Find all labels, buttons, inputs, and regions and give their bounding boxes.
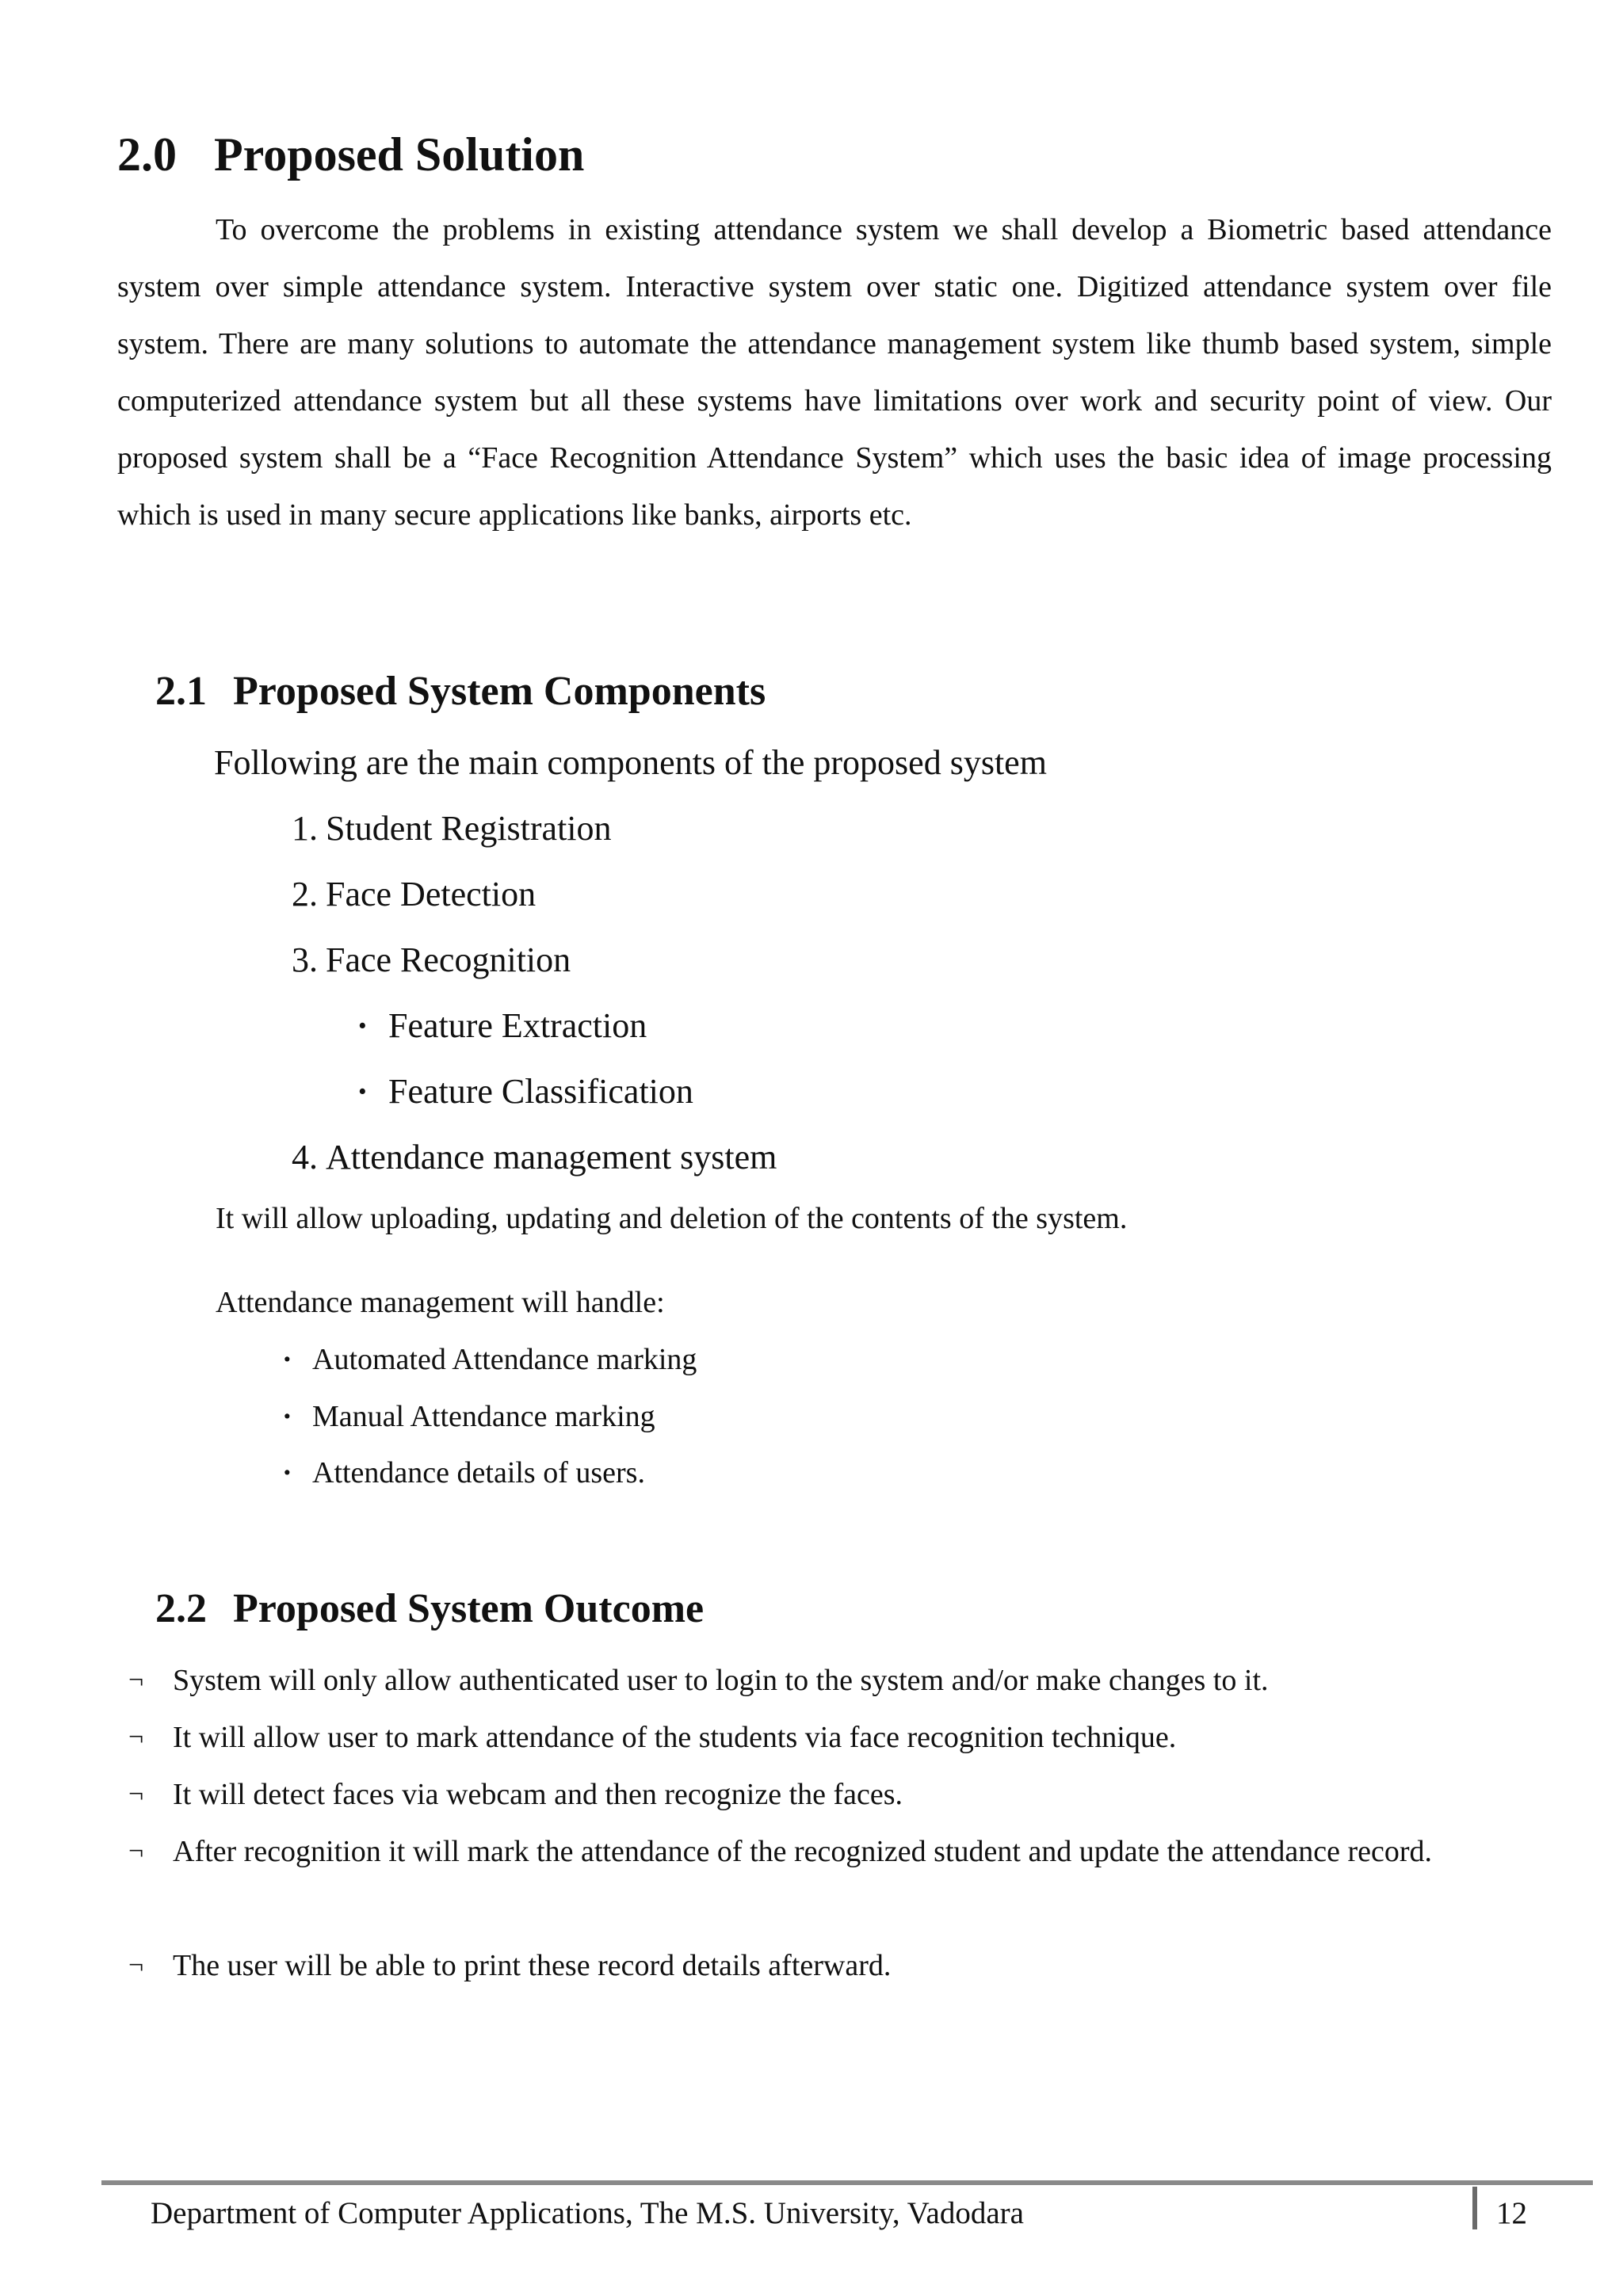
handle-intro: Attendance management will handle: [216,1286,665,1319]
paragraph-text: To overcome the problems in existing attendance system we shall develop a Biometric based attendance system over simple attendance system. Interactive system over static one. Digitized attendance system over file system. There are many solutions to automate the attendance management system like thumb based system, simple computerized attendance system but all these systems have limitations over work and security point of view. Our proposed system shall be a “Face Recognition Attendance System” which uses the basic idea of image processing which is used in many secure applications like banks, airports etc. [117,213,1552,532]
recognition-subitem: · Feature Extraction [357,1004,647,1048]
outcome-item: ¬ System will only allow authenticated user to login to the system and/or make changes to it. [173,1652,1552,1709]
footer-separator [1472,2187,1477,2229]
attendance-note: It will allow uploading, updating and deletion of the contents of the system. [216,1202,1128,1235]
section-title: Proposed System Outcome [233,1586,705,1631]
component-item: 2. Face Detection [292,875,537,913]
bullet-icon: ¬ [128,1951,144,1980]
component-item: 4. Attendance management system [292,1138,777,1177]
outcome-item: ¬ The user will be able to print these record details afterward. [173,1937,1552,1994]
handle-item: · Automated Attendance marking [282,1340,697,1379]
bullet-icon: · [357,1006,369,1045]
section-heading-2-2 [155,1585,704,1634]
section-title: Proposed System Components [233,669,766,714]
bullet-icon: ¬ [128,1665,144,1695]
proposed-solution-paragraph [117,201,1552,543]
components-intro: Following are the main components of the proposed system [214,743,1047,782]
component-item: 3. Face Recognition [292,940,571,979]
section-number: 2.0 [117,128,177,181]
bullet-icon: · [282,1343,292,1376]
outcome-item: ¬ It will allow user to mark attendance of the students via face recognition technique. [173,1709,1552,1766]
footer-divider [101,2180,1593,2185]
recognition-subitem: · Feature Classification [357,1070,693,1114]
bullet-icon: ¬ [128,1722,144,1752]
bullet-icon: ¬ [128,1779,144,1809]
section-heading-2-0 [117,127,584,182]
outcome-item: ¬ After recognition it will mark the attendance of the recognized student and update the attendance record. [173,1823,1552,1880]
handle-item: · Manual Attendance marking [282,1397,655,1436]
bullet-icon: · [282,1400,292,1433]
section-heading-2-1 [155,667,766,716]
component-item: 1. Student Registration [292,809,612,848]
outcome-item: ¬ It will detect faces via webcam and then recognize the faces. [173,1766,1552,1823]
page-number: 12 [1496,2196,1527,2230]
footer-department: Department of Computer Applications, The M.S. University, Vadodara [151,2196,1024,2230]
bullet-icon: · [357,1072,369,1111]
bullet-icon: · [282,1456,292,1489]
bullet-icon: ¬ [128,1836,144,1866]
section-number: 2.2 [155,1586,207,1631]
section-title: Proposed Solution [214,128,585,181]
handle-item: · Attendance details of users. [282,1453,645,1493]
section-number: 2.1 [155,669,207,714]
